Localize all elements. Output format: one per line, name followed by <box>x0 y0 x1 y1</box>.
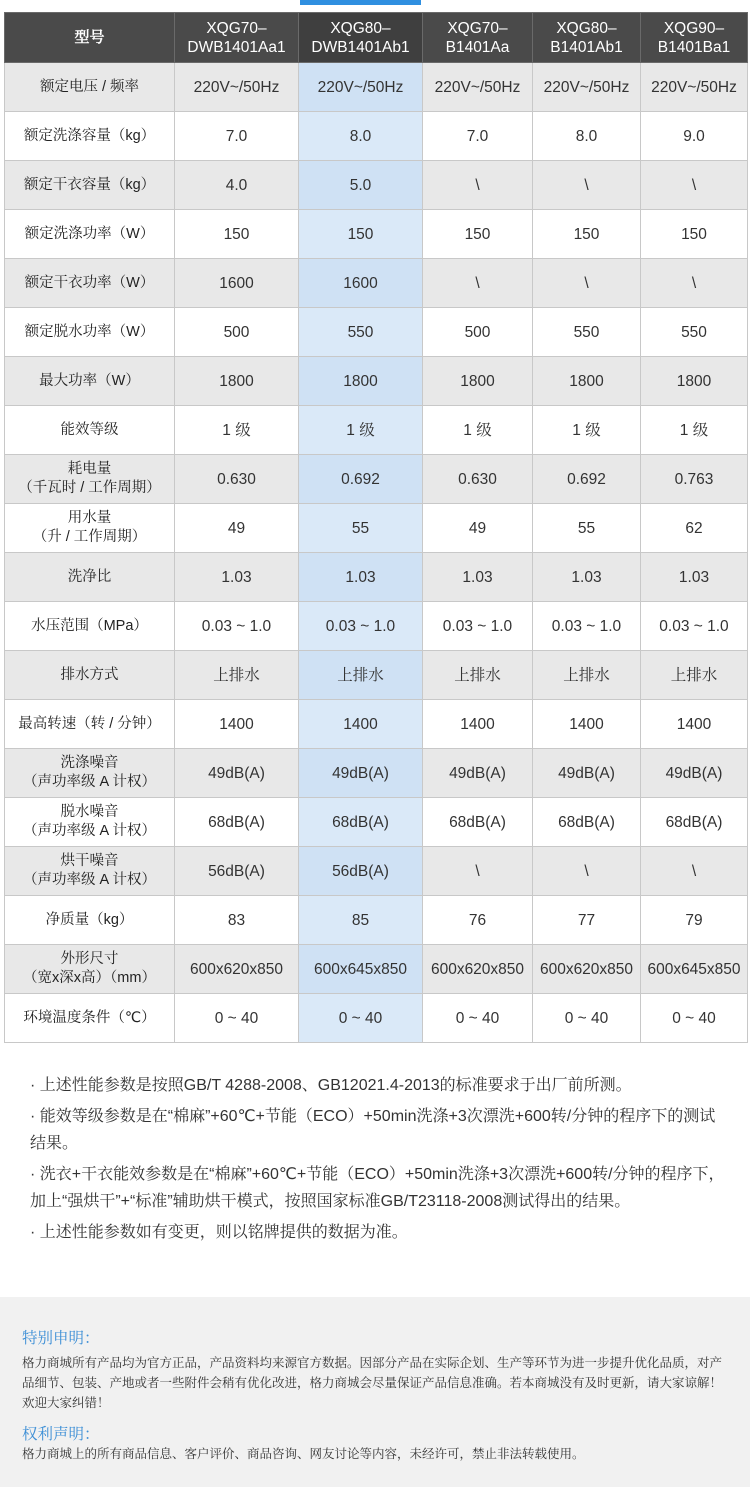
value-cell: 62 <box>641 504 748 553</box>
row-label-cell <box>5 357 175 406</box>
value-cell: 49dB(A) <box>641 749 748 798</box>
row-label: 能效等级 <box>60 421 119 438</box>
value-cell: 49dB(A) <box>299 749 423 798</box>
value-cell: 上排水 <box>423 651 533 700</box>
value-cell: 76 <box>423 896 533 945</box>
value-cell: 550 <box>299 308 423 357</box>
value-cell: 55 <box>533 504 641 553</box>
value-cell: 600x620x850 <box>533 945 641 994</box>
value-cell: \ <box>641 259 748 308</box>
row-sublabel: （声功率级 A 计权） <box>23 872 156 888</box>
value-cell: 0.03 ~ 1.0 <box>641 602 748 651</box>
row-label: 耗电量 <box>67 461 112 477</box>
row-label-cell <box>5 308 175 357</box>
value-cell: 49 <box>175 504 299 553</box>
row-label: 额定干衣功率（W） <box>24 274 155 291</box>
row-label-cell <box>5 63 175 112</box>
value-cell: 0 ~ 40 <box>533 994 641 1043</box>
value-cell: 1.03 <box>299 553 423 602</box>
row-label: 水压范围（MPa） <box>31 617 148 634</box>
value-cell: 83 <box>175 896 299 945</box>
value-cell: 0.692 <box>299 455 423 504</box>
value-cell: 0.03 ~ 1.0 <box>533 602 641 651</box>
row-label: 环境温度条件（℃） <box>23 1009 156 1026</box>
row-sublabel: （声功率级 A 计权） <box>23 774 156 790</box>
row-sublabel: （千瓦时 / 工作周期） <box>18 480 161 496</box>
table-row <box>5 553 748 602</box>
value-cell: 0.03 ~ 1.0 <box>175 602 299 651</box>
value-cell: 600x645x850 <box>299 945 423 994</box>
table-row <box>5 700 748 749</box>
value-cell: 0.630 <box>175 455 299 504</box>
row-sublabel: （声功率级 A 计权） <box>23 823 156 839</box>
row-label: 洗净比 <box>67 568 112 585</box>
row-label: 外形尺寸 <box>60 951 119 967</box>
value-cell: 68dB(A) <box>533 798 641 847</box>
table-row <box>5 651 748 700</box>
row-label-cell <box>5 553 175 602</box>
value-cell: 220V~/50Hz <box>641 63 748 112</box>
value-cell: 1800 <box>299 357 423 406</box>
value-cell: 550 <box>533 308 641 357</box>
value-cell: 7.0 <box>175 112 299 161</box>
model-header-cell: XQG80– B1401Ab1 <box>533 13 641 63</box>
value-cell: 1 级 <box>299 406 423 455</box>
row-label-cell <box>5 602 175 651</box>
row-label: 排水方式 <box>60 666 119 683</box>
note-item: · 能效等级参数是在“棉麻”+60℃+节能（ECO）+50min洗涤+3次漂洗+600转/分钟的程序下的测试结果。 <box>30 1108 716 1152</box>
value-cell: 150 <box>423 210 533 259</box>
value-cell: 49dB(A) <box>533 749 641 798</box>
row-label-cell <box>5 504 175 553</box>
table-row <box>5 357 748 406</box>
value-cell: 77 <box>533 896 641 945</box>
value-cell: \ <box>533 259 641 308</box>
value-cell: 1 级 <box>533 406 641 455</box>
row-label: 洗涤噪音 <box>60 755 119 771</box>
row-label-cell <box>5 210 175 259</box>
value-cell: 9.0 <box>641 112 748 161</box>
value-cell: 1400 <box>641 700 748 749</box>
value-cell: 600x620x850 <box>423 945 533 994</box>
value-cell: 上排水 <box>533 651 641 700</box>
spec-table-body <box>5 63 748 1043</box>
note-item: · 洗衣+干衣能效参数是在“棉麻”+60℃+节能（ECO）+50min洗涤+3次漂洗+600转/分钟的程序下，加上“强烘干”+“标准”辅助烘干模式，按照国家标准GB/T23118-2008测试得出的结果。 <box>30 1166 725 1210</box>
value-cell: 0.03 ~ 1.0 <box>423 602 533 651</box>
header-row <box>5 13 748 63</box>
selected-column-indicator <box>300 0 421 5</box>
note-item: · 上述性能参数是按照GB/T 4288-2008、GB12021.4-2013的标准要求于出厂前所测。 <box>30 1077 632 1094</box>
table-row <box>5 259 748 308</box>
value-cell: \ <box>641 161 748 210</box>
table-row <box>5 161 748 210</box>
value-cell: 0 ~ 40 <box>175 994 299 1043</box>
value-cell: 1400 <box>423 700 533 749</box>
value-cell: 49 <box>423 504 533 553</box>
row-label: 最大功率（W） <box>39 372 140 389</box>
value-cell: 150 <box>299 210 423 259</box>
value-cell: 56dB(A) <box>175 847 299 896</box>
value-cell: 68dB(A) <box>423 798 533 847</box>
table-row <box>5 406 748 455</box>
value-cell: 68dB(A) <box>299 798 423 847</box>
value-cell: 上排水 <box>299 651 423 700</box>
value-cell: 68dB(A) <box>175 798 299 847</box>
value-cell: \ <box>533 847 641 896</box>
value-cell: 150 <box>641 210 748 259</box>
note-item: · 上述性能参数如有变更，则以铭牌提供的数据为准。 <box>30 1224 408 1241</box>
header-label-cell: 型号 <box>5 13 175 63</box>
value-cell: 1 级 <box>175 406 299 455</box>
value-cell: 8.0 <box>299 112 423 161</box>
value-cell: 上排水 <box>175 651 299 700</box>
row-label-cell <box>5 798 175 847</box>
value-cell: 550 <box>641 308 748 357</box>
footer-panel <box>0 1297 750 1487</box>
model-header-cell: XQG80– DWB1401Ab1 <box>299 13 423 63</box>
value-cell: \ <box>423 259 533 308</box>
value-cell: 0 ~ 40 <box>299 994 423 1043</box>
value-cell: 1800 <box>641 357 748 406</box>
table-row <box>5 112 748 161</box>
value-cell: 55 <box>299 504 423 553</box>
value-cell: 1800 <box>175 357 299 406</box>
row-label-cell <box>5 259 175 308</box>
value-cell: 56dB(A) <box>299 847 423 896</box>
value-cell: 500 <box>175 308 299 357</box>
row-label-cell <box>5 749 175 798</box>
value-cell: \ <box>533 161 641 210</box>
value-cell: 150 <box>175 210 299 259</box>
row-label: 最高转速（转 / 分钟） <box>18 715 161 732</box>
row-label-cell <box>5 406 175 455</box>
table-row <box>5 504 748 553</box>
value-cell: 上排水 <box>641 651 748 700</box>
table-row <box>5 210 748 259</box>
value-cell: 220V~/50Hz <box>423 63 533 112</box>
model-header-cell: XQG70– B1401Aa <box>423 13 533 63</box>
value-cell: 1800 <box>533 357 641 406</box>
table-row <box>5 896 748 945</box>
table-row <box>5 602 748 651</box>
table-row <box>5 945 748 994</box>
table-row <box>5 308 748 357</box>
value-cell: 0 ~ 40 <box>423 994 533 1043</box>
value-cell: 1800 <box>423 357 533 406</box>
value-cell: 1 级 <box>641 406 748 455</box>
value-cell: 1600 <box>175 259 299 308</box>
value-cell: 0.03 ~ 1.0 <box>299 602 423 651</box>
value-cell: 0.630 <box>423 455 533 504</box>
value-cell: 500 <box>423 308 533 357</box>
row-label: 烘干噪音 <box>60 853 119 869</box>
row-label-cell <box>5 945 175 994</box>
value-cell: 220V~/50Hz <box>299 63 423 112</box>
value-cell: 600x645x850 <box>641 945 748 994</box>
row-label-cell <box>5 994 175 1043</box>
value-cell: 220V~/50Hz <box>175 63 299 112</box>
row-sublabel: （升 / 工作周期） <box>32 529 147 545</box>
value-cell: 1.03 <box>423 553 533 602</box>
model-header-cell: XQG90– B1401Ba1 <box>641 13 748 63</box>
table-row <box>5 63 748 112</box>
value-cell: 1 级 <box>423 406 533 455</box>
rights-statement-text: 格力商城上的所有商品信息、客户评价、商品咨询、网友讨论等内容，未经许可，禁止非法转载使用。 <box>22 1447 585 1461</box>
value-cell: 79 <box>641 896 748 945</box>
row-label: 净质量（kg） <box>45 911 134 928</box>
value-cell: 1400 <box>299 700 423 749</box>
table-row <box>5 798 748 847</box>
row-label-cell <box>5 847 175 896</box>
value-cell: \ <box>423 847 533 896</box>
value-cell: 5.0 <box>299 161 423 210</box>
value-cell: 49dB(A) <box>175 749 299 798</box>
value-cell: 85 <box>299 896 423 945</box>
value-cell: 68dB(A) <box>641 798 748 847</box>
value-cell: 1400 <box>175 700 299 749</box>
row-label-cell <box>5 700 175 749</box>
value-cell: 7.0 <box>423 112 533 161</box>
row-label-cell <box>5 896 175 945</box>
rights-statement-title: 权利声明： <box>22 1426 100 1443</box>
row-label-cell <box>5 455 175 504</box>
row-label: 额定脱水功率（W） <box>24 323 155 340</box>
value-cell: 0 ~ 40 <box>641 994 748 1043</box>
row-label: 额定洗涤容量（kg） <box>23 127 156 144</box>
value-cell: 220V~/50Hz <box>533 63 641 112</box>
table-row <box>5 994 748 1043</box>
table-row <box>5 847 748 896</box>
value-cell: 0.763 <box>641 455 748 504</box>
row-label-cell <box>5 651 175 700</box>
model-header-cell: XQG70– DWB1401Aa1 <box>175 13 299 63</box>
spec-table <box>4 12 748 1043</box>
special-statement-text: 格力商城所有产品均为官方正品，产品资料均来源官方数据。因部分产品在实际企划、生产等环节为进一步提升优化品质，对产品细节、包装、产地或者一些附件会稍有优化改进，格力商城会尽量保证产品信息准确。若本商城没有及时更新，请大家谅解！欢迎大家纠错！ <box>22 1356 723 1410</box>
value-cell: 1600 <box>299 259 423 308</box>
special-statement-title: 特别申明： <box>22 1330 100 1347</box>
table-row <box>5 749 748 798</box>
value-cell: \ <box>423 161 533 210</box>
value-cell: 49dB(A) <box>423 749 533 798</box>
value-cell: 0.692 <box>533 455 641 504</box>
value-cell: 600x620x850 <box>175 945 299 994</box>
value-cell: 1.03 <box>641 553 748 602</box>
row-label: 额定干衣容量（kg） <box>23 176 156 193</box>
table-row <box>5 455 748 504</box>
value-cell: 1400 <box>533 700 641 749</box>
value-cell: 150 <box>533 210 641 259</box>
value-cell: 8.0 <box>533 112 641 161</box>
row-label-cell <box>5 161 175 210</box>
row-label: 额定电压 / 频率 <box>39 78 140 95</box>
row-label: 脱水噪音 <box>60 804 119 820</box>
row-label: 额定洗涤功率（W） <box>24 225 155 242</box>
row-label: 用水量 <box>67 510 112 526</box>
row-label-cell <box>5 112 175 161</box>
value-cell: 1.03 <box>175 553 299 602</box>
value-cell: 1.03 <box>533 553 641 602</box>
row-sublabel: （宽x深x高）（mm） <box>23 970 156 986</box>
value-cell: \ <box>641 847 748 896</box>
notes-section <box>30 1072 730 1250</box>
value-cell: 4.0 <box>175 161 299 210</box>
